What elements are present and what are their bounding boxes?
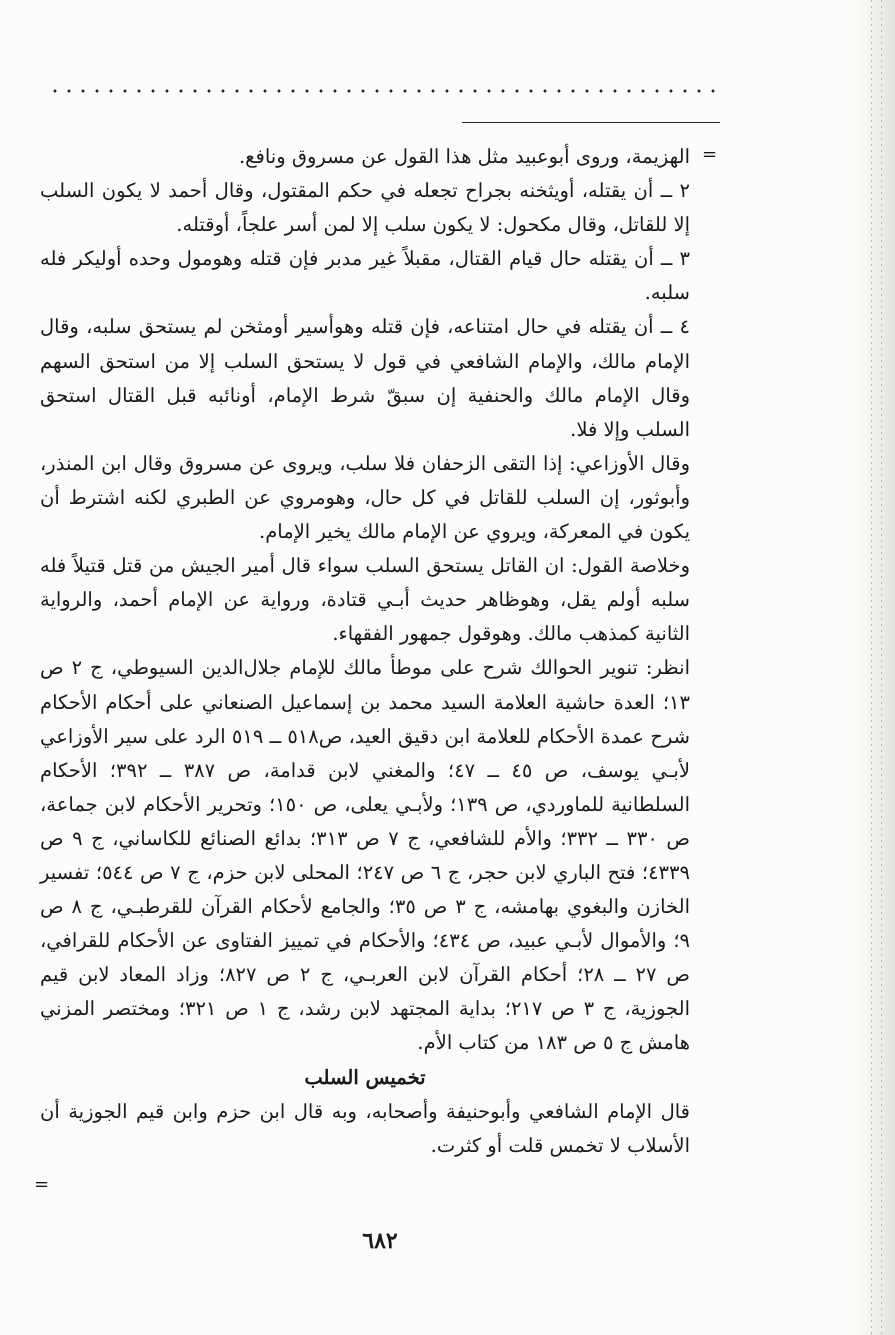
paragraph: ٣ ــ أن يقتله حال قيام القتال، مقبلاً غير مدبر فإن قتله وهومول وحده أوليكر فله سلبه. <box>40 247 690 305</box>
continuation-mark-bottom: = <box>34 1174 50 1195</box>
dotted-separator <box>48 88 716 94</box>
footnote-rule <box>462 122 720 123</box>
continuation-mark-top: = <box>702 144 718 165</box>
page-binding-edge <box>857 0 895 1335</box>
paragraph: ٤ ــ أن يقتله في حال امتناعه، فإن قتله وهوأسير أومثخن لم يستحق سلبه، وقال الإمام مالك، والإمام الشافعي في قول لا يستحق السلب إلا من استحق السهم وقال الإمام مالك والحنفية إن سبقّ شرط الإمام، أونائبه قبل القتال استحق السلب وإلا فلا. <box>40 315 690 441</box>
paragraph: ٢ ــ أن يقتله، أويثخنه بجراح تجعله في حكم المقتول، وقال أحمد لا يكون السلب إلا للقاتل، وقال مكحول: لا يكون سلب إلا لمن أسر علجاً، أوقتله. <box>40 179 690 237</box>
footnote-text <box>40 140 690 1163</box>
paragraph: وقال الأوزاعي: إذا التقى الزحفان فلا سلب، ويروى عن مسروق وقال ابن المنذر، وأبوثور، إن السلب للقاتل في كل حال، وهومروي عن الطبري لكنه اشترط أن يكون في المعركة، ويروي عن الإمام مالك يخير الإمام. <box>40 451 690 544</box>
paragraph: الهزيمة، وروى أبوعبيد مثل هذا القول عن مسروق ونافع. <box>238 145 690 168</box>
paragraph: قال الإمام الشافعي وأبوحنيفة وأصحابه، وبه قال ابن حزم وابن قيم الجوزية أن الأسلاب لا تخمس قلت أو كثرت. <box>40 1099 690 1157</box>
page-number: ٦٨٢ <box>362 1228 398 1254</box>
references-paragraph: انظر: تنوير الحوالك شرح على موطأ مالك للإمام جلال‌الدين السيوطي، ج ٢ ص ١٣؛ العدة حاشية العلامة السيد محمد بن إسماعيل الصنعاني على أحكام الأحكام شرح عمدة الأحكام للعلامة ابن دقيق العيد، ص٥١٨ ــ ٥١٩ الرد على سير الأوزاعي لأبـي يوسف، ص ٤٥ ــ ٤٧؛ والمغني لابن قدامة، ص ٣٨٧ ــ ٣٩٢؛ الأحكام السلطانية للماوردي، ص ١٣٩؛ ولأبـي يعلى، ص ١٥٠؛ وتحرير الأحكام لابن جماعة، ص ٣٣٠ ــ ٣٣٢؛ والأم للشافعي، ج ٧ ص ٣١٣؛ بدائع الصنائع للكاساني، ج ٩ ص ٤٣٣٩؛ فتح الباري لابن حجر، ج ٦ ص ٢٤٧؛ المحلى لابن حزم، ج ٧ ص ٥٤٤؛ تفسير الخازن والبغوي بهامشه، ج ٣ ص ٣٥؛ والجامع لأحكام القرآن للقرطبـي، ج ٨ ص ٩؛ والأموال لأبـي عبيد، ص ٤٣٤؛ والأحكام في تمييز الفتاوى عن الأحكام للقرافي، ص ٢٧ ــ ٢٨؛ أحكام القرآن لابن العربـي، ج ٢ ص ٨٢٧؛ وزاد المعاد لابن قيم الجوزية، ج ٣ ص ٢١٧؛ بداية المجتهد لابن رشد، ج ١ ص ٣٢١؛ ومختصر المزني هامش ج ٥ ص ١٨٣ من كتاب الأم. <box>40 656 691 1055</box>
section-heading: تخميس السلب <box>304 1065 426 1089</box>
paragraph: وخلاصة القول: ان القاتل يستحق السلب سواء قال أمير الجيش من قتل قتيلاً فله سلبه أولم يقل، وهوظاهر حديث أبـي قتادة، ورواية عن الإمام أحمد، والرواية الثانية كمذهب مالك. وهوقول جمهور الفقهاء. <box>40 554 690 646</box>
